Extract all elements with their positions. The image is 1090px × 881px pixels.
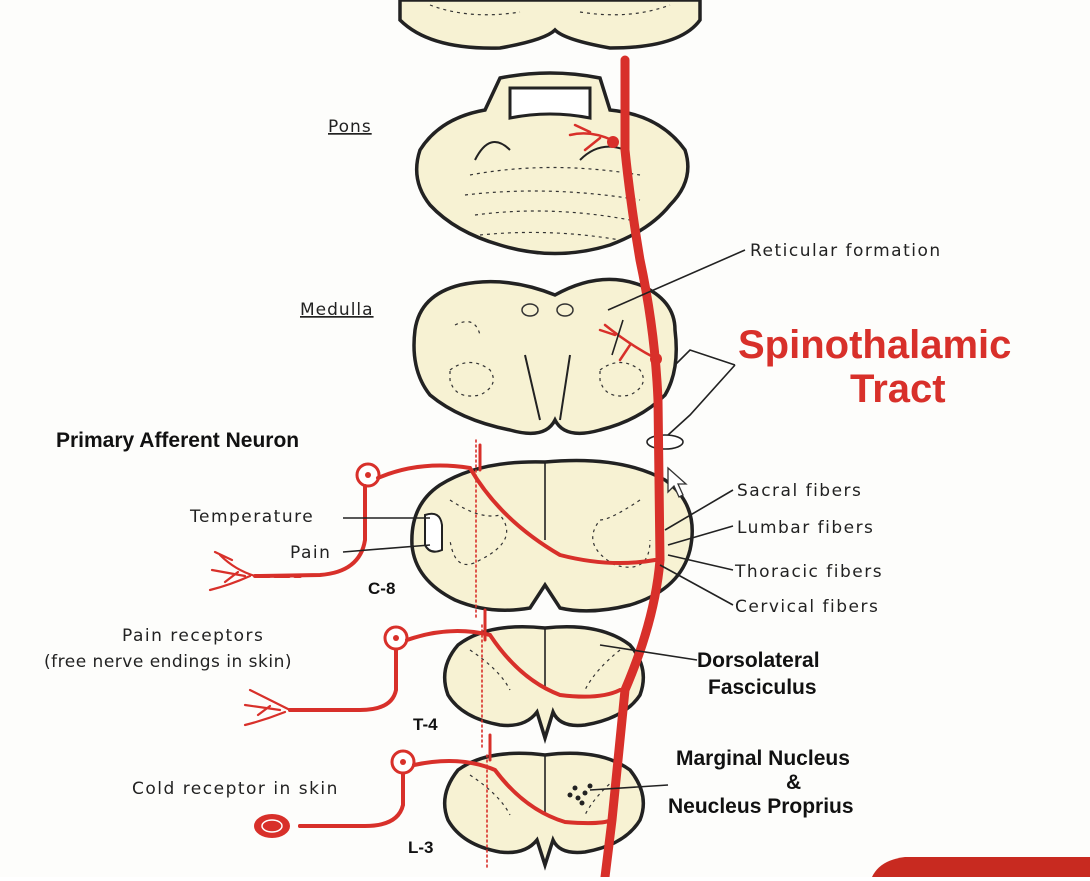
pain-receptors-label-line1: Pain receptors — [122, 626, 265, 646]
pons-label: Pons — [328, 117, 372, 137]
t4-section — [445, 627, 644, 738]
medulla-section — [414, 279, 676, 433]
pain-label: Pain — [290, 543, 332, 563]
medulla-label: Medulla — [300, 300, 374, 320]
reticular-formation-label: Reticular formation — [750, 241, 942, 261]
dorsolateral-label-line2: Fasciculus — [708, 676, 817, 699]
marginal-nucleus-line2: & — [786, 771, 802, 794]
pain-receptors-label-line2: (free nerve endings in skin) — [44, 652, 293, 672]
temperature-label: Temperature — [190, 507, 315, 527]
primary-afferent-neuron-label: Primary Afferent Neuron — [56, 429, 300, 452]
t4-segment-label: T-4 — [413, 715, 438, 734]
thoracic-fibers-label: Thoracic fibers — [735, 562, 884, 582]
dorsolateral-label-line1: Dorsolateral — [697, 649, 820, 672]
tract-title-line2: Tract — [850, 367, 946, 411]
c8-segment-label: C-8 — [368, 579, 396, 598]
midbrain-section — [400, 0, 700, 48]
l3-segment-label: L-3 — [408, 838, 434, 857]
cervical-fibers-label: Cervical fibers — [735, 597, 880, 617]
marginal-nucleus-line3: Neucleus Proprius — [668, 795, 854, 818]
cold-receptor-label: Cold receptor in skin — [132, 779, 339, 799]
marginal-nucleus-line1: Marginal Nucleus — [676, 747, 850, 770]
pons-section — [417, 73, 688, 254]
c8-section — [412, 435, 692, 611]
sacral-fibers-label: Sacral fibers — [737, 481, 863, 501]
tract-title-line1: Spinothalamic — [738, 323, 1012, 367]
corner-overlay-button[interactable] — [872, 857, 1090, 877]
lumbar-fibers-label: Lumbar fibers — [737, 518, 875, 538]
